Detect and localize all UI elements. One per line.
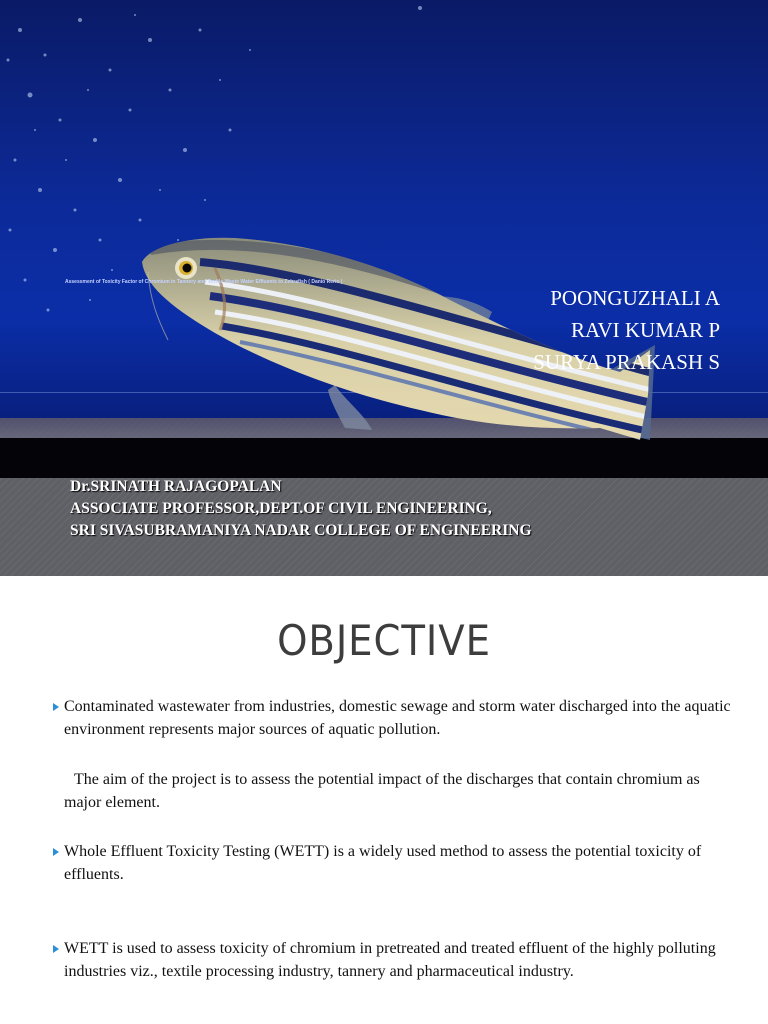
bullet-arrow-icon	[52, 703, 60, 711]
bullet-arrow-icon	[52, 848, 60, 856]
author-name: POONGUZHALI A	[550, 286, 720, 310]
guide-name: Dr.SRINATH RAJAGOPALAN	[70, 478, 282, 495]
guide-details	[70, 476, 532, 542]
objective-item: The aim of the project is to assess the potential impact of the discharges that contain chromium as major element.	[64, 771, 700, 811]
author-name: RAVI KUMAR P	[571, 318, 720, 342]
slide-title: OBJECTIVE	[277, 616, 491, 665]
objective-slide	[0, 576, 768, 1024]
guide-college: SRI SIVASUBRAMANIYA NADAR COLLEGE OF ENGINEERING	[70, 522, 532, 539]
slide-small-title: Assessment of Toxicity Factor of Chromium in Tannery and Textile Waste Water Effluents to Zebrafish ( Danio Rerio )	[65, 279, 343, 285]
objective-item: WETT is used to assess toxicity of chromium in pretreated and treated effluent of the highly polluting industries viz., textile processing industry, tannery and pharmaceutical industry.	[64, 940, 716, 980]
zebrafish-image	[0, 0, 768, 500]
authors-list	[533, 282, 720, 378]
objective-item: Contaminated wastewater from industries, domestic sewage and storm water discharged into the aquatic environment represents major sources of aquatic pollution.	[64, 698, 731, 738]
guide-designation: ASSOCIATE PROFESSOR,DEPT.OF CIVIL ENGINEERING,	[70, 500, 492, 517]
bullet-arrow-icon	[52, 945, 60, 953]
objective-item: Whole Effluent Toxicity Testing (WETT) is a widely used method to assess the potential toxicity of effluents.	[64, 843, 702, 883]
author-name: SURYA PRAKASH S	[533, 350, 720, 374]
